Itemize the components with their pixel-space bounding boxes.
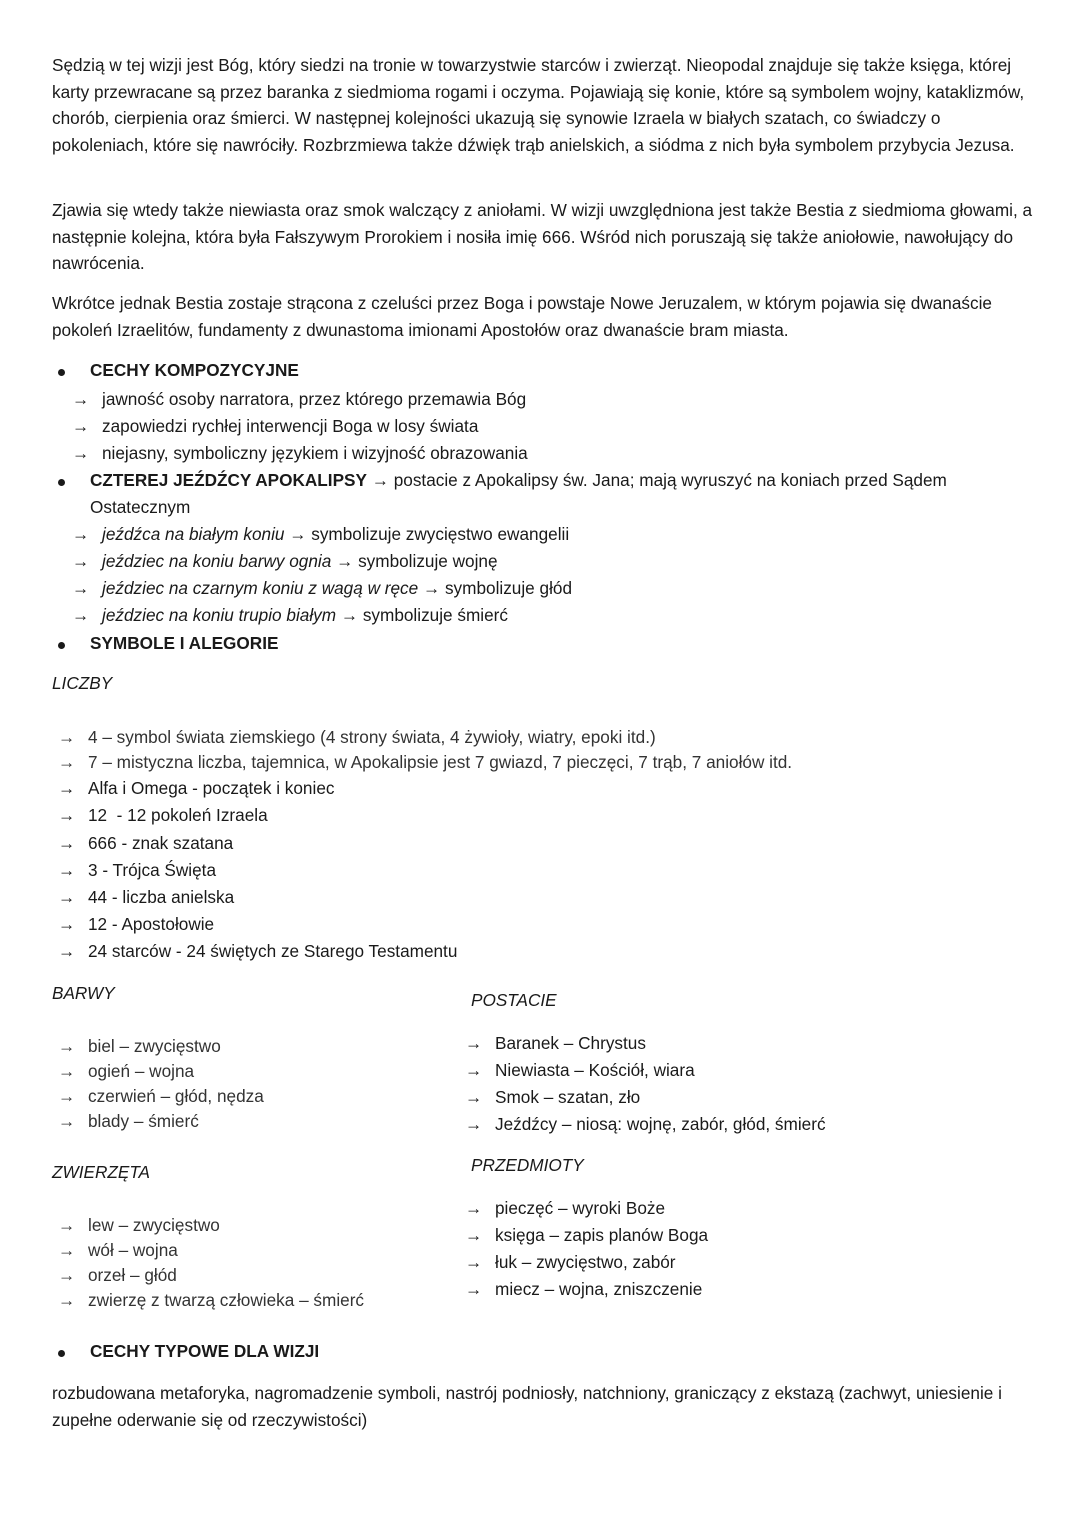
list-item: → jeździec na koniu barwy ognia → symbolizuje wojnę [72, 548, 498, 574]
arrow-icon: → [58, 860, 76, 880]
list-item: → Niewiasta – Kościół, wiara [465, 1057, 695, 1083]
bullet-dot-icon [58, 479, 65, 486]
arrow-icon: → [72, 443, 90, 463]
arrow-icon: → [72, 578, 90, 598]
list-item: → 3 - Trójca Święta [58, 857, 216, 883]
arrow-icon: → [422, 578, 441, 598]
list-item: → niejasny, symboliczny językiem i wizyjność obrazowania [72, 440, 528, 466]
arrow-icon: → [58, 1265, 76, 1285]
list-item: → jawność osoby narratora, przez którego przemawia Bóg [72, 386, 526, 412]
list-item: → Jeźdźcy – niosą: wojnę, zabór, głód, śmierć [465, 1111, 826, 1137]
arrow-icon: → [58, 941, 76, 961]
arrow-icon: → [58, 752, 76, 772]
arrow-icon: → [58, 1240, 76, 1260]
arrow-icon: → [371, 470, 389, 490]
bullet-dot-icon [58, 1350, 65, 1357]
jezdzcy-description: postacie z Apokalipsy św. Jana; mają wyruszyć na koniach przed Sądem [393, 470, 947, 490]
arrow-icon: → [58, 805, 76, 825]
arrow-icon: → [72, 416, 90, 436]
paragraph-woman-dragon: Zjawia się wtedy także niewiasta oraz smok walczący z aniołami. W wizji uwzględniona jest także Bestia z siedmioma głowami, a następnie kolejna, która była Fałszywym Prorokiem i nosiła imię 666. Wśród nich poruszają się także aniołowie, nawołujący do nawrócenia. [52, 200, 1033, 273]
arrow-icon: → [465, 1198, 483, 1218]
section-heading: CECHY TYPOWE DLA WIZJI [90, 1341, 320, 1361]
arrow-icon: → [465, 1279, 483, 1299]
list-item: → łuk – zwycięstwo, zabór [465, 1249, 676, 1275]
list-item: → ogień – wojna [58, 1058, 194, 1084]
arrow-icon: → [58, 914, 76, 934]
list-item: → czerwień – głód, nędza [58, 1083, 264, 1109]
list-item: → Baranek – Chrystus [465, 1030, 646, 1056]
subsection-heading-przedmioty: PRZEDMIOTY [471, 1155, 584, 1175]
list-item: → miecz – wojna, zniszczenie [465, 1276, 702, 1302]
arrow-icon: → [58, 1111, 76, 1131]
list-item: → biel – zwycięstwo [58, 1033, 221, 1059]
arrow-icon: → [58, 887, 76, 907]
list-item: → 4 – symbol świata ziemskiego (4 strony świata, 4 żywioły, wiatry, epoki itd.) [58, 724, 656, 750]
list-item: → 24 starców - 24 świętych ze Starego Testamentu [58, 938, 457, 964]
arrow-icon: → [58, 727, 76, 747]
subsection-heading-liczby: LICZBY [52, 673, 113, 693]
arrow-icon: → [465, 1033, 483, 1053]
paragraph-cechy-typowe: rozbudowana metaforyka, nagromadzenie symboli, nastrój podniosły, natchniony, graniczący z ekstazą (zachwyt, uniesienie i zupełne oderwanie się od rzeczywistości) [52, 1383, 1002, 1430]
arrow-icon: → [289, 524, 307, 544]
list-item: → pieczęć – wyroki Boże [465, 1195, 665, 1221]
bullet-dot-icon [58, 642, 65, 649]
list-item: → jeździec na czarnym koniu z wagą w ręce → symbolizuje głód [72, 575, 572, 601]
jezdzcy-description-cont: Ostatecznym [90, 496, 191, 517]
subsection-heading-zwierzeta: ZWIERZĘTA [52, 1162, 151, 1182]
list-item: → 666 - znak szatana [58, 830, 233, 856]
list-item: → zwierzę z twarzą człowieka – śmierć [58, 1287, 364, 1313]
arrow-icon: → [465, 1114, 483, 1134]
arrow-icon: → [72, 389, 90, 409]
list-item: → wół – wojna [58, 1237, 178, 1263]
list-item: → zapowiedzi rychłej interwencji Boga w losy świata [72, 413, 478, 439]
bullet-dot-icon [58, 369, 65, 376]
arrow-icon: → [465, 1087, 483, 1107]
list-item: → jeźdźca na białym koniu → symbolizuje zwycięstwo ewangelii [72, 521, 569, 547]
arrow-icon: → [58, 1086, 76, 1106]
paragraph-new-jerusalem: Wkrótce jednak Bestia zostaje strącona z czeluści przez Boga i powstaje Nowe Jeruzalem, w którym pojawia się dwanaście pokoleń Izraelitów, fundamenty z dwunastoma imionami Apostołów oraz dwanaście bram miasta. [52, 293, 992, 340]
list-item: → księga – zapis planów Boga [465, 1222, 708, 1248]
list-item: → 7 – mistyczna liczba, tajemnica, w Apokalipsie jest 7 gwiazd, 7 pieczęci, 7 trąb, 7 aniołów itd. [58, 749, 792, 775]
arrow-icon: → [465, 1252, 483, 1272]
section-heading: CZTEREJ JEŹDŹCY APOKALIPSY [90, 470, 367, 490]
arrow-icon: → [72, 524, 90, 544]
paragraph-vision-judge: Sędzią w tej wizji jest Bóg, który siedzi na tronie w towarzystwie starców i zwierząt. Nieopodal znajduje się także księga, której karty przewracane są przez baranka z siedmioma rogami i oczyma. Pojawiają się konie, które są symbolem wojny, kataklizmów, chorób, cierpienia oraz śmierci. W następnej kolejności ukazują się synowie Izraela w białych szatach, co świadczy o pokoleniach, które się nawróciły. Rozbrzmiewa także dźwięk trąb anielskich, a siódma z nich była symbolem przybycia Jezusa. [52, 55, 1025, 155]
list-item: → blady – śmierć [58, 1108, 199, 1134]
subsection-heading-postacie: POSTACIE [471, 990, 557, 1010]
arrow-icon: → [336, 551, 354, 571]
section-heading: SYMBOLE I ALEGORIE [90, 633, 279, 653]
arrow-icon: → [58, 1215, 76, 1235]
list-item: → orzeł – głód [58, 1262, 177, 1288]
arrow-icon: → [58, 778, 76, 798]
section-heading: CECHY KOMPOZYCYJNE [90, 360, 299, 380]
list-item: → Smok – szatan, zło [465, 1084, 640, 1110]
list-item: → 12 - 12 pokoleń Izraela [58, 802, 268, 828]
arrow-icon: → [58, 1036, 76, 1056]
list-item: → 12 - Apostołowie [58, 911, 214, 937]
list-item: → Alfa i Omega - początek i koniec [58, 775, 334, 801]
arrow-icon: → [465, 1060, 483, 1080]
arrow-icon: → [58, 1061, 76, 1081]
list-item: → 44 - liczba anielska [58, 884, 234, 910]
subsection-heading-barwy: BARWY [52, 983, 115, 1003]
arrow-icon: → [58, 1290, 76, 1310]
arrow-icon: → [72, 551, 90, 571]
arrow-icon: → [58, 833, 76, 853]
arrow-icon: → [340, 605, 359, 625]
list-item: → jeździec na koniu trupio białym → symbolizuje śmierć [72, 602, 508, 628]
arrow-icon: → [72, 605, 90, 625]
list-item: → lew – zwycięstwo [58, 1212, 220, 1238]
arrow-icon: → [465, 1225, 483, 1245]
